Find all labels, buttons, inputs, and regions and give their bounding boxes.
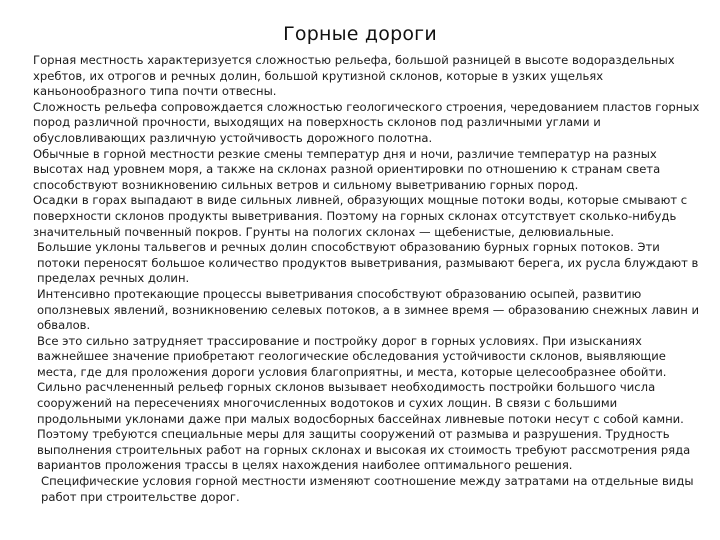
paragraph-precipitation: Осадки в горах выпадают в виде сильных ливней, образующих мощные потоки воды, которые смывают с поверхности склонов продукты выветривания. Поэтому на горных склонах отсутствует сколько-нибудь значительный почвенный покров. Грунты на пологих склонах — щебенистые, делювиальные. <box>33 193 688 239</box>
paragraph-streams: Большие уклоны тальвегов и речных долин способствуют образованию бурных горных потоков. Эти потоки переносят большое количество продуктов выветривания, размывают берега, их русла блуждают в пределах речных долин. <box>37 240 699 286</box>
paragraph-costs: Специфические условия горной местности изменяют соотношение между затратами на отдельные виды работ при строительстве дорог. <box>41 474 694 504</box>
paragraph-terrain: Горная местность характеризуется сложностью рельефа, большой разницей в высоте водораздельных хребтов, их отрогов и речных долин, большой крутизной склонов, которые в узких ущельях каньонообразного типа почти отвесны. <box>33 53 675 99</box>
slide-title: Горные дороги <box>283 23 437 45</box>
paragraph-structures: Сильно расчлененный рельеф горных склонов вызывает необходимость постройки большого числа сооружений на пересечениях многочисленных водотоков и сухих лощин. В связи с большими продольными уклонами даже при малых водосборных бассейнах ливневые потоки несут с собой камни. Поэтому требуются специальные меры для защиты сооружений от размыва и разрушения. Трудность выполнения строительных работ на горных склонах и высокая их стоимость требуют рассмотрения ряда вариантов проложения трассы в целях нахождения наиболее оптимального решения. <box>37 380 691 473</box>
slide-body <box>33 53 701 505</box>
paragraph-temperature: Обычные в горной местности резкие смены температур дня и ночи, различие температур на разных высотах над уровнем моря, а также на склонах разной ориентировки по отношению к странам света способствуют возникновению сильных ветров и сильному выветриванию горных пород. <box>33 146 661 192</box>
paragraph-weathering: Интенсивно протекающие процессы выветривания способствуют образованию осыпей, развитию оползневых явлений, возникновению селевых потоков, а в зимнее время — образованию снежных лавин и обвалов. <box>37 286 700 333</box>
paragraph-geology: Сложность рельефа сопровождается сложностью геологического строения, чередованием пластов горных пород различной прочности, выходящих на поверхность склонов под различными углами и обусловливающих различную устойчивость дорожного полотна. <box>33 99 700 145</box>
paragraph-surveying: Все это сильно затрудняет трассирование и постройку дорог в горных условиях. При изысканиях важнейшее значение приобретают геологические обследования устойчивости склонов, выявляющие места, где для проложения дороги условия благоприятны, и места, которые целесообразнее обойти. <box>37 333 667 379</box>
